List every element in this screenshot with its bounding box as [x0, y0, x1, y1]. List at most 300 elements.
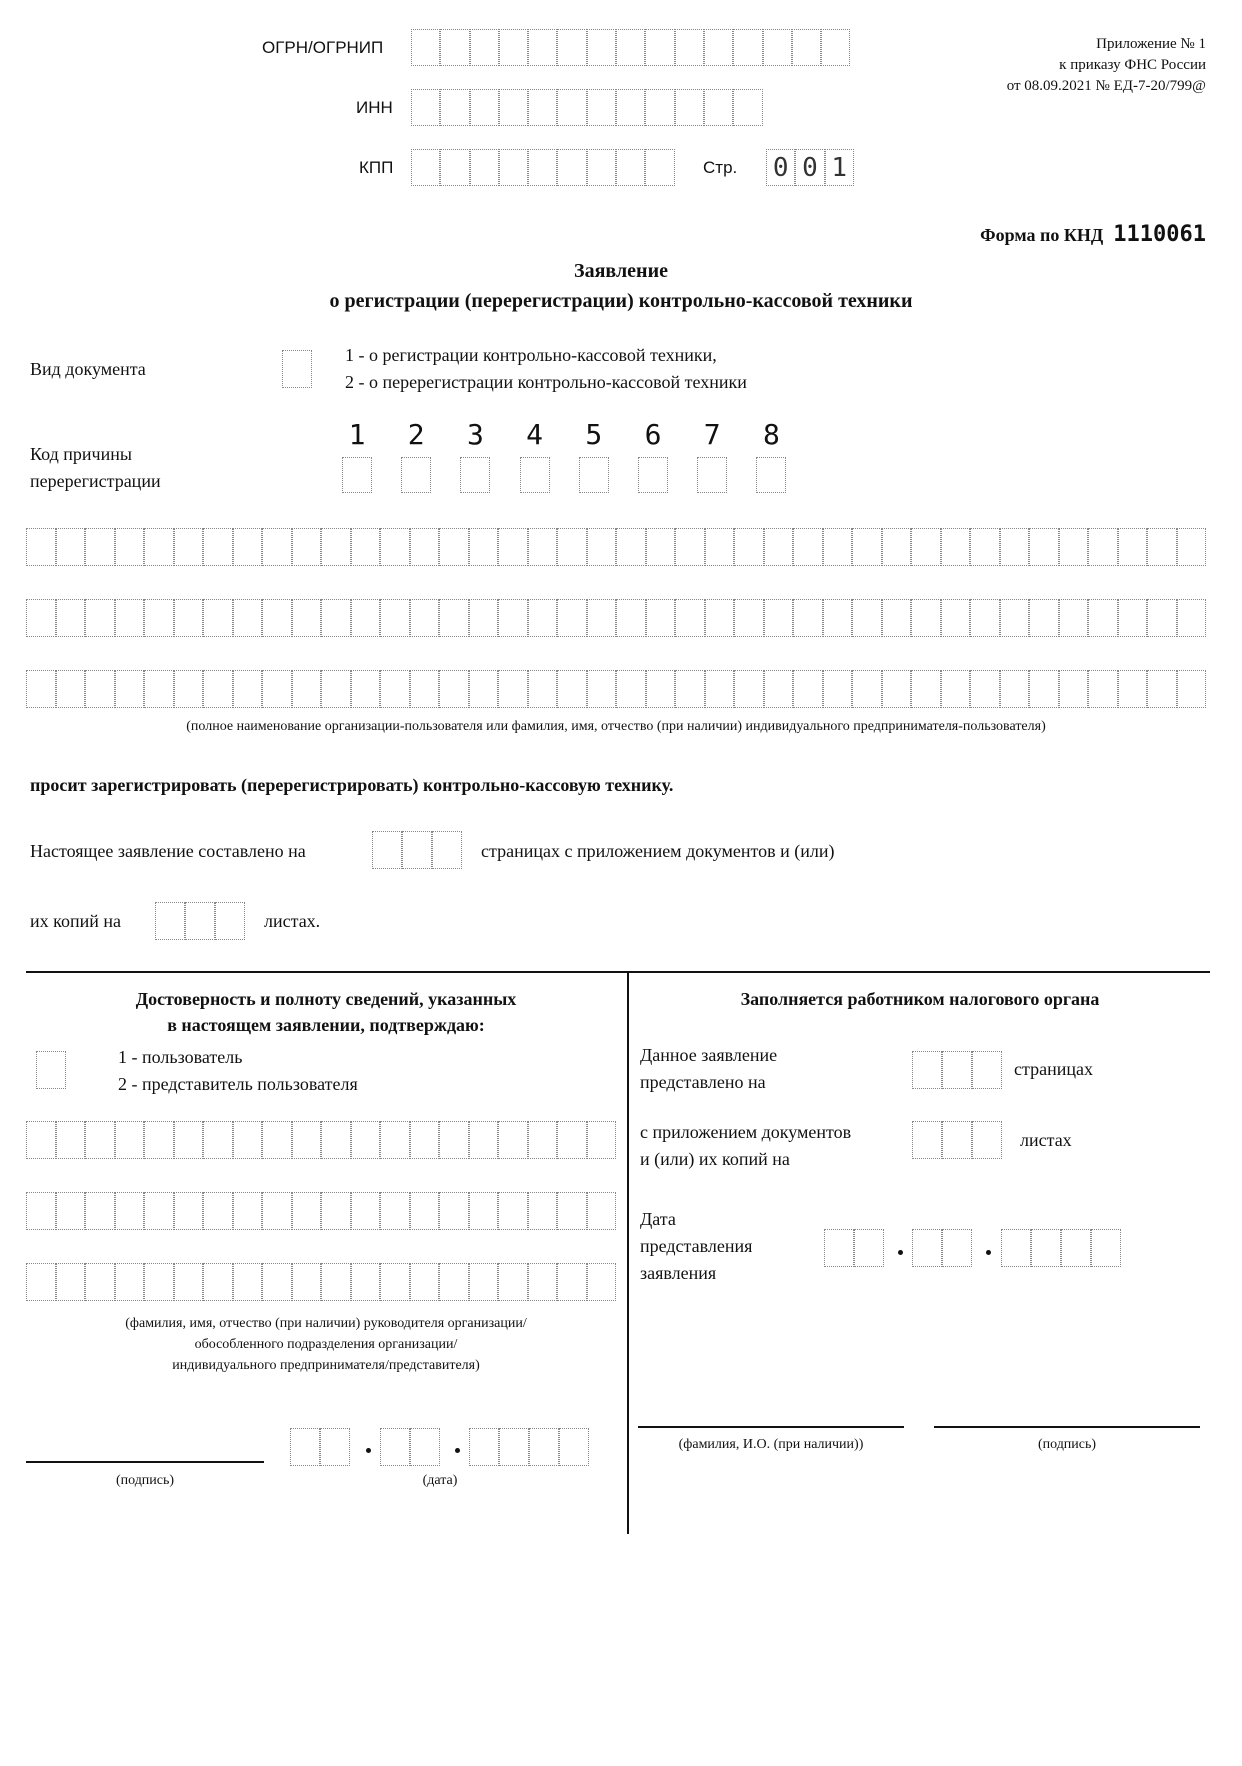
reason-code-checkbox[interactable]: [579, 457, 609, 493]
input-cell[interactable]: [528, 1263, 558, 1301]
input-cell[interactable]: [823, 599, 853, 637]
input-cell[interactable]: [733, 89, 762, 126]
input-cell[interactable]: [764, 528, 794, 566]
input-cell[interactable]: [1029, 528, 1059, 566]
input-cell[interactable]: [646, 528, 676, 566]
input-cell[interactable]: [528, 528, 558, 566]
input-cell[interactable]: [1029, 670, 1059, 708]
input-cell[interactable]: [793, 670, 823, 708]
input-cell[interactable]: [144, 1121, 174, 1159]
input-cell[interactable]: [469, 1428, 499, 1466]
input-cell[interactable]: [587, 1121, 617, 1159]
input-cell[interactable]: [380, 599, 410, 637]
input-cell[interactable]: [185, 902, 215, 940]
input-cell[interactable]: [351, 670, 381, 708]
input-cell[interactable]: [499, 29, 528, 66]
input-cell[interactable]: [26, 1121, 56, 1159]
input-cell[interactable]: [970, 528, 1000, 566]
input-cell[interactable]: [528, 29, 557, 66]
input-cell[interactable]: [823, 670, 853, 708]
input-cell[interactable]: [115, 1263, 145, 1301]
input-cell[interactable]: [970, 670, 1000, 708]
input-cell[interactable]: [616, 599, 646, 637]
input-cell[interactable]: [498, 1263, 528, 1301]
form-title: [0, 256, 1242, 316]
reason-code-digit: 2: [407, 418, 425, 451]
input-cell[interactable]: [1177, 599, 1207, 637]
input-cell[interactable]: [499, 149, 528, 186]
input-cell[interactable]: [115, 1192, 145, 1230]
input-cell[interactable]: [262, 1263, 292, 1301]
input-cell[interactable]: [528, 1121, 558, 1159]
input-cell[interactable]: [1088, 599, 1118, 637]
input-cell[interactable]: [469, 528, 499, 566]
reason-code-digit: 6: [644, 418, 662, 451]
title-line: о регистрации (перерегистрации) контрольно-кассовой техники: [329, 290, 913, 312]
input-cell[interactable]: [882, 670, 912, 708]
input-cell[interactable]: [972, 1051, 1002, 1089]
input-cell[interactable]: [351, 528, 381, 566]
input-cell[interactable]: [233, 528, 263, 566]
input-cell[interactable]: [616, 29, 645, 66]
input-cell[interactable]: [144, 528, 174, 566]
input-cell[interactable]: [528, 599, 558, 637]
input-cell[interactable]: [174, 599, 204, 637]
input-cell[interactable]: [321, 1192, 351, 1230]
input-cell[interactable]: [528, 670, 558, 708]
confirmer-type-input[interactable]: [36, 1051, 66, 1089]
input-cell[interactable]: [174, 1121, 204, 1159]
input-cell[interactable]: [1059, 670, 1089, 708]
input-cell[interactable]: [292, 1121, 322, 1159]
input-cell[interactable]: [292, 670, 322, 708]
inn-input[interactable]: [411, 89, 763, 126]
section-divider: [26, 971, 1210, 973]
input-cell[interactable]: [1029, 599, 1059, 637]
input-cell[interactable]: [262, 1121, 292, 1159]
input-cell[interactable]: [764, 670, 794, 708]
reason-code-checkbox[interactable]: [520, 457, 550, 493]
input-cell[interactable]: [1061, 1229, 1091, 1267]
pages-count-input[interactable]: [372, 831, 462, 869]
input-cell[interactable]: [85, 1263, 115, 1301]
input-cell[interactable]: [233, 1192, 263, 1230]
input-cell[interactable]: [852, 670, 882, 708]
input-cell[interactable]: [970, 599, 1000, 637]
input-cell[interactable]: [56, 670, 86, 708]
input-cell[interactable]: [1147, 599, 1177, 637]
input-cell[interactable]: [56, 528, 86, 566]
tax-officer-heading: Заполняется работником налогового органа: [740, 989, 1100, 1009]
input-cell[interactable]: [675, 89, 704, 126]
fio-caption-line: индивидуального предпринимателя/представителя): [172, 1358, 480, 1373]
input-cell[interactable]: [440, 149, 469, 186]
input-cell[interactable]: [26, 670, 56, 708]
input-cell[interactable]: [1177, 670, 1207, 708]
input-cell[interactable]: [203, 1263, 233, 1301]
input-cell[interactable]: [1177, 528, 1207, 566]
input-cell[interactable]: [1059, 528, 1089, 566]
input-cell[interactable]: [911, 670, 941, 708]
input-cell[interactable]: [410, 1428, 440, 1466]
input-cell[interactable]: [705, 528, 735, 566]
input-cell[interactable]: [85, 670, 115, 708]
input-cell[interactable]: [734, 599, 764, 637]
input-cell[interactable]: [320, 1428, 350, 1466]
input-cell[interactable]: [675, 599, 705, 637]
input-cell[interactable]: [1088, 670, 1118, 708]
input-cell[interactable]: [26, 1192, 56, 1230]
input-cell[interactable]: [587, 670, 617, 708]
input-cell[interactable]: [498, 599, 528, 637]
reason-label-line: Код причины: [30, 444, 132, 464]
input-cell[interactable]: [557, 1121, 587, 1159]
input-cell[interactable]: [942, 1051, 972, 1089]
input-cell[interactable]: [616, 528, 646, 566]
input-cell[interactable]: [282, 350, 312, 388]
name-caption: (полное наименование организации-пользователя или фамилия, имя, отчество (при наличии) индивидуального предпринимателя-пользователя): [186, 719, 1046, 734]
input-cell[interactable]: [646, 670, 676, 708]
input-cell[interactable]: [380, 528, 410, 566]
input-cell[interactable]: [203, 670, 233, 708]
input-cell[interactable]: [587, 599, 617, 637]
input-cell[interactable]: [85, 599, 115, 637]
input-cell[interactable]: [174, 528, 204, 566]
input-cell[interactable]: [262, 670, 292, 708]
input-cell[interactable]: [733, 29, 762, 66]
input-cell[interactable]: [439, 599, 469, 637]
input-cell[interactable]: [411, 149, 440, 186]
input-cell[interactable]: [675, 528, 705, 566]
input-cell[interactable]: [440, 89, 469, 126]
input-cell[interactable]: [351, 1121, 381, 1159]
page-digit: 0: [795, 149, 824, 186]
input-cell[interactable]: [469, 1121, 499, 1159]
input-cell[interactable]: [793, 599, 823, 637]
input-cell[interactable]: [321, 1263, 351, 1301]
input-cell[interactable]: [587, 528, 617, 566]
input-cell[interactable]: [85, 1192, 115, 1230]
input-cell[interactable]: [675, 670, 705, 708]
input-cell[interactable]: [439, 1121, 469, 1159]
input-cell[interactable]: [215, 902, 245, 940]
submission-date-line: Дата: [640, 1209, 676, 1229]
input-cell[interactable]: [36, 1051, 66, 1089]
input-cell[interactable]: [351, 1192, 381, 1230]
input-cell[interactable]: [56, 599, 86, 637]
doc-type-option: 1 - о регистрации контрольно-кассовой техники,: [345, 345, 717, 365]
input-cell[interactable]: [557, 599, 587, 637]
input-cell[interactable]: [321, 599, 351, 637]
input-cell[interactable]: [734, 670, 764, 708]
input-cell[interactable]: [115, 670, 145, 708]
input-cell[interactable]: [321, 670, 351, 708]
input-cell[interactable]: [1000, 528, 1030, 566]
input-cell[interactable]: [439, 528, 469, 566]
input-cell[interactable]: [372, 831, 402, 869]
input-cell[interactable]: [557, 149, 586, 186]
input-cell[interactable]: [1000, 670, 1030, 708]
input-cell[interactable]: [470, 89, 499, 126]
input-cell[interactable]: [26, 528, 56, 566]
input-cell[interactable]: [470, 149, 499, 186]
input-cell[interactable]: [645, 29, 674, 66]
input-cell[interactable]: [439, 670, 469, 708]
annex-line: от 08.09.2021 № ЕД-7-20/799@: [1006, 78, 1206, 94]
input-cell[interactable]: [587, 89, 616, 126]
input-cell[interactable]: [1147, 528, 1177, 566]
confirmer-option: 2 - представитель пользователя: [118, 1074, 358, 1094]
date-year-input[interactable]: [469, 1428, 589, 1466]
input-cell[interactable]: [144, 670, 174, 708]
input-cell[interactable]: [1147, 670, 1177, 708]
confirm-heading-line: в настоящем заявлении, подтверждаю:: [167, 1015, 485, 1035]
input-cell[interactable]: [233, 599, 263, 637]
input-cell[interactable]: [942, 1229, 972, 1267]
input-cell[interactable]: [56, 1192, 86, 1230]
input-cell[interactable]: [557, 1263, 587, 1301]
input-cell[interactable]: [469, 670, 499, 708]
name-row-2[interactable]: [26, 599, 1206, 637]
input-cell[interactable]: [470, 29, 499, 66]
input-cell[interactable]: [587, 149, 616, 186]
reason-code-checkbox[interactable]: [460, 457, 490, 493]
input-cell[interactable]: [587, 29, 616, 66]
input-cell[interactable]: [705, 599, 735, 637]
fio-row-1[interactable]: [26, 1121, 616, 1159]
input-cell[interactable]: [704, 29, 733, 66]
input-cell[interactable]: [941, 599, 971, 637]
input-cell[interactable]: [882, 599, 912, 637]
input-cell[interactable]: [262, 528, 292, 566]
input-cell[interactable]: [26, 1263, 56, 1301]
sheets-count-input[interactable]: [155, 902, 245, 940]
input-cell[interactable]: [233, 1263, 263, 1301]
doc-type-label: Вид документа: [30, 359, 146, 379]
input-cell[interactable]: [56, 1121, 86, 1159]
input-cell[interactable]: [410, 528, 440, 566]
reason-label: [30, 441, 161, 495]
input-cell[interactable]: [115, 599, 145, 637]
input-cell[interactable]: [155, 902, 185, 940]
input-cell[interactable]: [262, 1192, 292, 1230]
input-cell[interactable]: [26, 599, 56, 637]
submitted-pages-input[interactable]: [912, 1051, 1002, 1089]
input-cell[interactable]: [56, 1263, 86, 1301]
input-cell[interactable]: [1118, 599, 1148, 637]
input-cell[interactable]: [203, 599, 233, 637]
reason-code-digit: 1: [348, 418, 366, 451]
input-cell[interactable]: [292, 1192, 322, 1230]
reason-code-checkbox[interactable]: [697, 457, 727, 493]
input-cell[interactable]: [439, 1192, 469, 1230]
signature-caption: (подпись): [115, 1473, 175, 1488]
input-cell[interactable]: [911, 528, 941, 566]
input-cell[interactable]: [972, 1121, 1002, 1159]
input-cell[interactable]: [469, 1192, 499, 1230]
officer-name-caption: (фамилия, И.О. (при наличии)): [678, 1437, 864, 1452]
input-cell[interactable]: [174, 1263, 204, 1301]
input-cell[interactable]: [290, 1428, 320, 1466]
input-cell[interactable]: [499, 89, 528, 126]
input-cell[interactable]: [528, 1192, 558, 1230]
input-cell[interactable]: [262, 599, 292, 637]
input-cell[interactable]: [440, 29, 469, 66]
input-cell[interactable]: [498, 528, 528, 566]
date-day-input[interactable]: [290, 1428, 350, 1466]
input-cell[interactable]: [233, 1121, 263, 1159]
input-cell[interactable]: [1000, 599, 1030, 637]
input-cell[interactable]: [646, 599, 676, 637]
input-cell[interactable]: [380, 1428, 410, 1466]
input-cell[interactable]: [557, 670, 587, 708]
name-row-1[interactable]: [26, 528, 1206, 566]
input-cell[interactable]: [432, 831, 462, 869]
input-cell[interactable]: [823, 528, 853, 566]
input-cell[interactable]: [380, 1121, 410, 1159]
input-cell[interactable]: [824, 1229, 854, 1267]
submission-day-input[interactable]: [824, 1229, 884, 1267]
fio-row-3[interactable]: [26, 1263, 616, 1301]
input-cell[interactable]: [1031, 1229, 1061, 1267]
input-cell[interactable]: [321, 528, 351, 566]
input-cell[interactable]: [402, 831, 432, 869]
input-cell[interactable]: [203, 528, 233, 566]
input-cell[interactable]: [557, 29, 586, 66]
attached-sheets-line: и (или) их копий на: [640, 1149, 790, 1169]
reason-code-checkbox[interactable]: [638, 457, 668, 493]
input-cell[interactable]: [705, 670, 735, 708]
input-cell[interactable]: [144, 1263, 174, 1301]
date-month-input[interactable]: [380, 1428, 440, 1466]
input-cell[interactable]: [941, 528, 971, 566]
input-cell[interactable]: [498, 670, 528, 708]
submission-year-input[interactable]: [1001, 1229, 1121, 1267]
input-cell[interactable]: [587, 1192, 617, 1230]
input-cell[interactable]: [85, 1121, 115, 1159]
doc-type-input[interactable]: [282, 350, 312, 388]
input-cell[interactable]: [410, 670, 440, 708]
input-cell[interactable]: [675, 29, 704, 66]
input-cell[interactable]: [645, 89, 674, 126]
input-cell[interactable]: [351, 599, 381, 637]
confirmer-option: 1 - пользователь: [118, 1047, 243, 1067]
input-cell[interactable]: [351, 1263, 381, 1301]
input-cell[interactable]: [85, 528, 115, 566]
input-cell[interactable]: [115, 1121, 145, 1159]
input-cell[interactable]: [854, 1229, 884, 1267]
sheets-suffix: листах.: [264, 911, 321, 931]
input-cell[interactable]: [528, 149, 557, 186]
input-cell[interactable]: [174, 1192, 204, 1230]
input-cell[interactable]: [529, 1428, 559, 1466]
submission-month-input[interactable]: [912, 1229, 972, 1267]
input-cell[interactable]: [1088, 528, 1118, 566]
input-cell[interactable]: [1118, 670, 1148, 708]
input-cell[interactable]: [616, 149, 645, 186]
input-cell[interactable]: [704, 89, 733, 126]
input-cell[interactable]: [144, 599, 174, 637]
input-cell[interactable]: [616, 89, 645, 126]
input-cell[interactable]: [203, 1121, 233, 1159]
input-cell[interactable]: [380, 670, 410, 708]
input-cell[interactable]: [380, 1263, 410, 1301]
pages-suffix: страницах с приложением документов и (или): [481, 841, 835, 861]
input-cell[interactable]: [557, 1192, 587, 1230]
input-cell[interactable]: [616, 670, 646, 708]
reason-code-checkbox[interactable]: [401, 457, 431, 493]
name-row-3[interactable]: [26, 670, 1206, 708]
input-cell[interactable]: [410, 599, 440, 637]
input-cell[interactable]: [587, 1263, 617, 1301]
input-cell[interactable]: [559, 1428, 589, 1466]
input-cell[interactable]: [292, 528, 322, 566]
input-cell[interactable]: [292, 599, 322, 637]
input-cell[interactable]: [792, 29, 821, 66]
fio-row-2[interactable]: [26, 1192, 616, 1230]
input-cell[interactable]: [942, 1121, 972, 1159]
input-cell[interactable]: [821, 29, 850, 66]
input-cell[interactable]: [912, 1051, 942, 1089]
input-cell[interactable]: [410, 1263, 440, 1301]
reason-code-checkbox[interactable]: [342, 457, 372, 493]
date-separator: [455, 1448, 460, 1453]
input-cell[interactable]: [498, 1192, 528, 1230]
reason-code-checkbox[interactable]: [756, 457, 786, 493]
input-cell[interactable]: [499, 1428, 529, 1466]
input-cell[interactable]: [793, 528, 823, 566]
input-cell[interactable]: [469, 1263, 499, 1301]
input-cell[interactable]: [882, 528, 912, 566]
input-cell[interactable]: [439, 1263, 469, 1301]
input-cell[interactable]: [292, 1263, 322, 1301]
input-cell[interactable]: [411, 29, 440, 66]
input-cell[interactable]: [912, 1121, 942, 1159]
input-cell[interactable]: [912, 1229, 942, 1267]
input-cell[interactable]: [174, 670, 204, 708]
input-cell[interactable]: [469, 599, 499, 637]
ogrn-input[interactable]: [411, 29, 850, 66]
input-cell[interactable]: [1001, 1229, 1031, 1267]
input-cell[interactable]: [1091, 1229, 1121, 1267]
input-cell[interactable]: [557, 89, 586, 126]
input-cell[interactable]: [941, 670, 971, 708]
input-cell[interactable]: [321, 1121, 351, 1159]
input-cell[interactable]: [763, 29, 792, 66]
input-cell[interactable]: [645, 149, 674, 186]
input-cell[interactable]: [203, 1192, 233, 1230]
input-cell[interactable]: [233, 670, 263, 708]
input-cell[interactable]: [410, 1121, 440, 1159]
input-cell[interactable]: [410, 1192, 440, 1230]
input-cell[interactable]: [557, 528, 587, 566]
input-cell[interactable]: [528, 89, 557, 126]
input-cell[interactable]: [144, 1192, 174, 1230]
input-cell[interactable]: [911, 599, 941, 637]
input-cell[interactable]: [852, 599, 882, 637]
kpp-input[interactable]: [411, 149, 675, 186]
input-cell[interactable]: [115, 528, 145, 566]
input-cell[interactable]: [411, 89, 440, 126]
input-cell[interactable]: [764, 599, 794, 637]
input-cell[interactable]: [498, 1121, 528, 1159]
input-cell[interactable]: [1059, 599, 1089, 637]
attached-sheets-input[interactable]: [912, 1121, 1002, 1159]
input-cell[interactable]: [380, 1192, 410, 1230]
input-cell[interactable]: [734, 528, 764, 566]
input-cell[interactable]: [852, 528, 882, 566]
input-cell[interactable]: [1118, 528, 1148, 566]
